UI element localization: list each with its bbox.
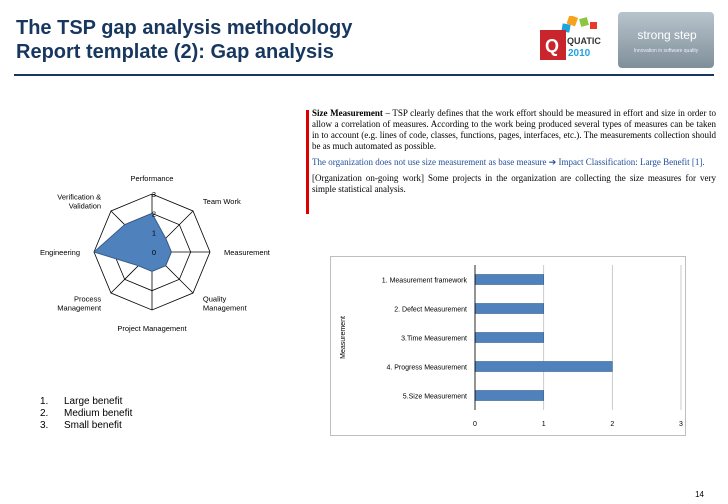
radar-axis-label: Measurement <box>224 248 270 257</box>
title-line-2: Report template (2): Gap analysis <box>16 41 334 63</box>
measurement-bar-chart <box>330 256 686 436</box>
radar-tick-label: 3 <box>151 190 156 199</box>
bar-x-tick-label: 0 <box>473 421 477 428</box>
description-paragraph <box>312 108 716 152</box>
radar-tick-label: 1 <box>151 228 156 238</box>
strongstep-name: strong step <box>637 28 697 42</box>
impact-paragraph: The organization does not use size measurement as base measure ➔ Impact Classification: Large Benefit [1]. <box>312 157 705 167</box>
radar-axis-label: Engineering <box>39 248 80 257</box>
description-heading: Size Measurement <box>312 108 383 118</box>
title-line-1: The TSP gap analysis methodology <box>16 17 353 39</box>
bar-category-label: 3.Time Measurement <box>401 335 467 343</box>
bar <box>475 391 544 401</box>
bar <box>475 304 544 314</box>
radar-data-area <box>94 213 171 271</box>
radar-axis-label: Project Management <box>117 324 187 333</box>
bar-x-tick-label: 2 <box>610 421 615 428</box>
radar-axis-label: Management <box>57 303 102 313</box>
radar-axis-label: Process <box>73 294 102 304</box>
title-divider <box>14 74 714 76</box>
radar-tick-label: 2 <box>151 209 156 219</box>
svg-text:Q: Q <box>544 36 560 56</box>
radar-tick-label: 0 <box>151 248 156 257</box>
description-text: – TSP clearly defines that the work effort should be measured in effort and size in order to allow a correlation of measures. According to the work being produced several types of measures can be taken in to account (e.g. lines of code, classes, functions, pages, interfaces, etc.). The measurements collection should be as much automated as possible. <box>312 108 716 151</box>
textbox-red-bar <box>306 110 309 214</box>
bar-x-tick-label: 3 <box>679 421 683 428</box>
bar-category-label: 5.Size Measurement <box>402 393 467 401</box>
legend-item: 3. Small benefit <box>40 420 122 431</box>
bar <box>475 333 544 343</box>
bar <box>475 275 544 285</box>
svg-text:2010: 2010 <box>568 48 591 59</box>
radar-axis-label: Validation <box>68 201 102 211</box>
svg-text:QUATIC: QUATIC <box>567 36 601 46</box>
slide-title <box>16 16 446 64</box>
logos <box>538 10 718 68</box>
radar-axis-label: Quality <box>202 294 227 304</box>
ongoing-work-paragraph: [Organization on-going work] Some projects in the organization are collecting the size measures for very simple statistical analysis. <box>312 173 716 194</box>
page-number: 14 <box>695 490 704 499</box>
legend-item: 2. Medium benefit <box>40 408 133 419</box>
legend-item: 1. Large benefit <box>40 396 123 407</box>
bar <box>475 362 612 372</box>
size-measurement-textbox <box>306 108 716 218</box>
bar-category-label: 1. Measurement framework <box>381 277 467 285</box>
quatic-logo <box>538 16 608 66</box>
bar-y-axis-title: Measurement <box>340 316 347 359</box>
radar-axis-label: Management <box>202 303 247 313</box>
radar-axis-label: Team Work <box>202 197 241 207</box>
radar-axis-label: Performance <box>130 174 174 183</box>
bar-x-tick-label: 1 <box>541 421 546 428</box>
strongstep-tagline: Innovation in software quality <box>633 48 699 54</box>
bar-category-label: 4. Progress Measurement <box>386 364 467 372</box>
radar-chart <box>30 160 300 350</box>
bar-category-label: 2. Defect Measurement <box>394 306 467 314</box>
benefit-legend <box>40 396 132 432</box>
radar-axis-label: Verification & <box>57 192 102 202</box>
strongstep-logo <box>618 12 714 68</box>
